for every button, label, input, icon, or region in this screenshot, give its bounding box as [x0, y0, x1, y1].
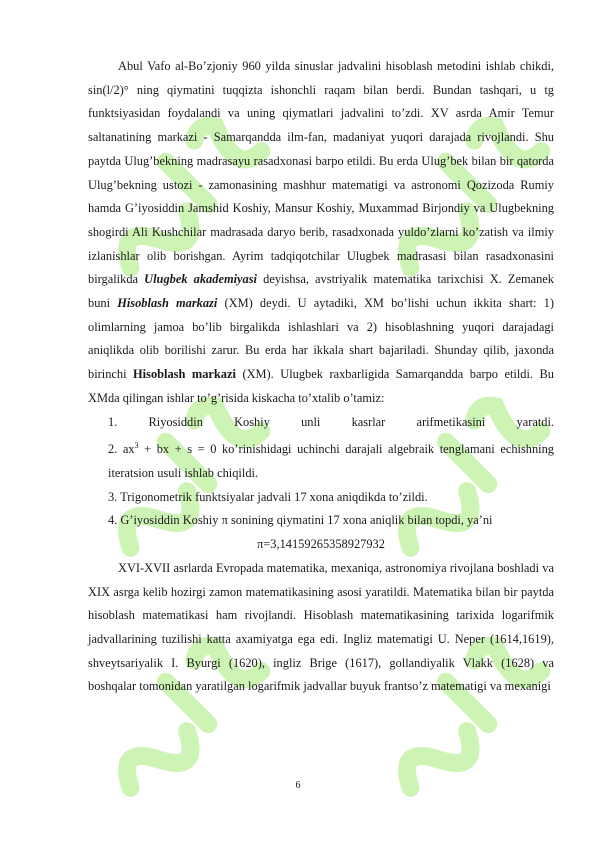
text-run: deyishsa, avstriyalik matematika tarixchisi X. Zemanek buni [88, 272, 554, 311]
list-item-2 [108, 434, 554, 486]
text-run: 2. ax [108, 442, 135, 457]
bold-text: Hisoblash markazi [133, 367, 236, 382]
list-item-1: 1. Riyosiddin Koshiy unli kasrlar arifmetikasini yaratdi. [108, 414, 554, 429]
paragraph-1 [88, 55, 554, 411]
body-text [88, 55, 554, 699]
pi-formula: π=3,14159265358927932 [257, 537, 385, 552]
paragraph-2: XVI-XVII asrlarda Evropada matematika, mexaniqa, astronomiya rivojlana boshladi va XIX asrga kelib hozirgi zamon matematikasining asosi yaratildi. Matematika bilan bir paytda hisoblash matematikasi ham rivojlandi. Hisoblash matematikasining tarixida logarifmik jadvallarining tuzilishi katta axamiyatga ega edi. Ingliz matematigi U. Neper (1614,1619), shveytsariyalik I. Byurgi (1620), ingliz Brige (1617), gollandiyalik Vlakk (1628) va boshqalar tomonidan yaratilgan logarifmik jadvallar buyuk frantso’z matematigi va mexanigi [88, 560, 554, 694]
text-run: + bx + s = 0 ko’rinishidagi uchinchi darajali algebraik tenglamani echishning iteratsion usuli ishlab chiqildi. [108, 442, 555, 481]
text-run: (XM) deydi. U aytadiki, XM bo’lishi uchun ikkita shart: 1) olimlarning jamoa bo’lib birgalikda ishlashlari va 2) hisoblashning yuqori darajadagi aniqlikda olib borilishi zarur. Bu erda har ikkala shart bajariladi. Shunday qilib, jaxonda birinchi [88, 296, 554, 382]
superscript: 3 [134, 441, 139, 451]
emphasis-text: Hisoblash markazi [117, 296, 218, 311]
emphasis-text: Ulugbek akademiyasi [144, 272, 257, 287]
text-run: Abul Vafo al-Bo’zjoniy 960 yilda sinuslar jadvalini hisoblash metodini ishlab chikdi, sin(l/2)° ning qiymatini tuqqizta ishonchli raqam bilan berdi. Bundan tashqari, u tg funktsiyasidan foydalandi va uning qiymatlari jadvalini to’zdi. XV asrda Amir Temur saltanatining markazi - Samarqandda ilm-fan, madaniyat yuqori darajada rivojlandi. Shu paytda Ulug’bekning madrasayu rasadxonasi barpo etildi. Bu erda Ulug’bek bilan bir qatorda Ulug’bekning ustozi - zamonasining mashhur matematigi va astronomi Qozizoda Rumiy hamda G’iyosiddin Jamshid Koshiy, Mansur Koshiy, Muxammad Birjondiy va Ulugbekning shogirdi Ali Kushchilar madrasada daryo berib, rasadxonada yuldo’zlarni ko’zatish va ilmiy izlanishlar olib borishgan. Ayrim tadqiqotchilar Ulugbek madrasasi bilan rasadxonasini birgalikda [88, 59, 554, 287]
list-item-3: 3. Trigonometrik funktsiyalar jadvali 17 xona aniqdikda to’zildi. [108, 489, 428, 504]
list-item-4: 4. G’iyosiddin Koshiy π sonining qiymatini 17 xona aniqlik bilan topdi, ya’ni [108, 513, 493, 528]
text-run: (XM). Ulugbek raxbarligida Samarqandda barpo etildi. Bu XMda qilingan ishlar to’g’risida kiskacha to’xtalib o’tamiz: [88, 367, 554, 405]
page-number: 6 [295, 780, 301, 791]
